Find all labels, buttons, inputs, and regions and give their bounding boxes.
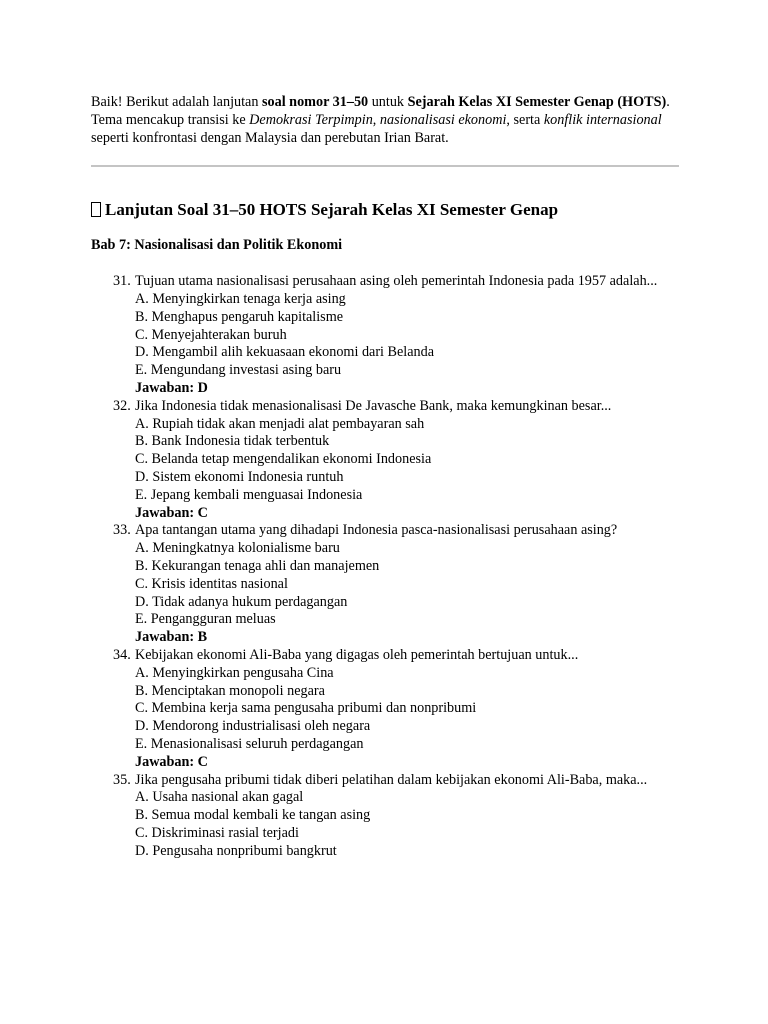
question-text: Jika Indonesia tidak menasionalisasi De Javasche Bank, maka kemungkinan besar...	[135, 397, 612, 414]
answer-option: A. Rupiah tidak akan menjadi alat pembayaran sah	[135, 415, 425, 432]
question-number: 35.	[113, 771, 131, 788]
question-item	[91, 522, 679, 647]
answer-key: Jawaban: D	[135, 379, 208, 396]
intro-bold-range: soal nomor 31–50	[261, 94, 369, 110]
answer-option: C. Krisis identitas nasional	[135, 575, 288, 592]
answer-option: E. Menasionalisasi seluruh perdagangan	[135, 735, 364, 752]
answer-key: Jawaban: C	[135, 504, 208, 521]
question-text: Tujuan utama nasionalisasi perusahaan asing oleh pemerintah Indonesia pada 1957 adalah...	[135, 273, 658, 290]
answer-option: B. Kekurangan tenaga ahli dan manajemen	[135, 557, 380, 574]
question-item	[91, 647, 679, 772]
intro-italic-topic: nasionalisasi ekonomi	[379, 111, 507, 128]
answer-option: D. Pengusaha nonpribumi bangkrut	[135, 842, 337, 859]
section-title-text: Lanjutan Soal 31–50 HOTS Sejarah Kelas XI Semester Genap	[105, 200, 559, 220]
question-number: 31.	[113, 273, 131, 290]
answer-option: B. Menciptakan monopoli negara	[135, 682, 325, 699]
intro-text: . Tema mencakup transisi ke	[91, 94, 670, 128]
option-list	[135, 665, 679, 754]
question-number: 32.	[113, 397, 131, 414]
answer-option: E. Mengundang investasi asing baru	[135, 362, 342, 379]
horizontal-divider	[91, 165, 679, 167]
answer-option: C. Menyejahterakan buruh	[135, 326, 287, 343]
answer-option: D. Tidak adanya hukum perdagangan	[135, 593, 348, 610]
answer-option: D. Mengambil alih kekuasaan ekonomi dari Belanda	[135, 344, 435, 361]
question-number: 33.	[113, 522, 131, 539]
answer-option: C. Membina kerja sama pengusaha pribumi dan nonpribumi	[135, 700, 477, 717]
option-list	[135, 540, 679, 629]
answer-option: A. Menyingkirkan pengusaha Cina	[135, 664, 334, 681]
answer-key: Jawaban: C	[135, 753, 208, 770]
answer-option: C. Diskriminasi rasial terjadi	[135, 824, 299, 841]
question-text: Kebijakan ekonomi Ali-Baba yang digagas oleh pemerintah bertujuan untuk...	[135, 646, 579, 663]
question-item	[91, 273, 679, 398]
missing-glyph-icon	[91, 202, 101, 217]
answer-option: B. Menghapus pengaruh kapitalisme	[135, 308, 344, 325]
answer-option: D. Sistem ekonomi Indonesia runtuh	[135, 468, 344, 485]
question-number: 34.	[113, 646, 131, 663]
chapter-heading: Bab 7: Nasionalisasi dan Politik Ekonomi	[91, 237, 343, 254]
intro-paragraph	[91, 94, 679, 147]
answer-option: B. Semua modal kembali ke tangan asing	[135, 807, 371, 824]
document-page	[91, 94, 679, 860]
question-item	[91, 772, 679, 861]
option-list	[135, 789, 679, 860]
question-item	[91, 398, 679, 523]
question-text: Apa tantangan utama yang dihadapi Indonesia pasca-nasionalisasi perusahaan asing?	[135, 522, 618, 539]
option-list	[135, 291, 679, 380]
answer-option: A. Menyingkirkan tenaga kerja asing	[135, 290, 346, 307]
intro-italic-topic: konflik internasional	[543, 111, 662, 128]
answer-option: B. Bank Indonesia tidak terbentuk	[135, 433, 330, 450]
intro-italic-topic: Demokrasi Terpimpin	[249, 111, 373, 128]
answer-option: D. Mendorong industrialisasi oleh negara	[135, 718, 371, 735]
option-list	[135, 416, 679, 505]
answer-option: A. Meningkatnya kolonialisme baru	[135, 540, 340, 557]
intro-text: seperti konfrontasi dengan Malaysia dan perebutan Irian Barat.	[91, 129, 449, 146]
section-title	[91, 199, 679, 221]
intro-text: Baik! Berikut adalah lanjutan	[91, 94, 262, 110]
question-list	[91, 273, 679, 860]
answer-option: E. Jepang kembali menguasai Indonesia	[135, 486, 363, 503]
intro-bold-subject: Sejarah Kelas XI Semester Genap (HOTS)	[407, 94, 667, 110]
intro-text: ,	[372, 111, 380, 128]
answer-key: Jawaban: B	[135, 629, 208, 646]
question-text: Jika pengusaha pribumi tidak diberi pelatihan dalam kebijakan ekonomi Ali-Baba, maka...	[135, 771, 648, 788]
answer-option: C. Belanda tetap mengendalikan ekonomi Indonesia	[135, 451, 432, 468]
intro-text: untuk	[368, 94, 408, 110]
intro-text: , serta	[506, 111, 544, 128]
answer-option: A. Usaha nasional akan gagal	[135, 789, 304, 806]
answer-option: E. Pengangguran meluas	[135, 611, 276, 628]
